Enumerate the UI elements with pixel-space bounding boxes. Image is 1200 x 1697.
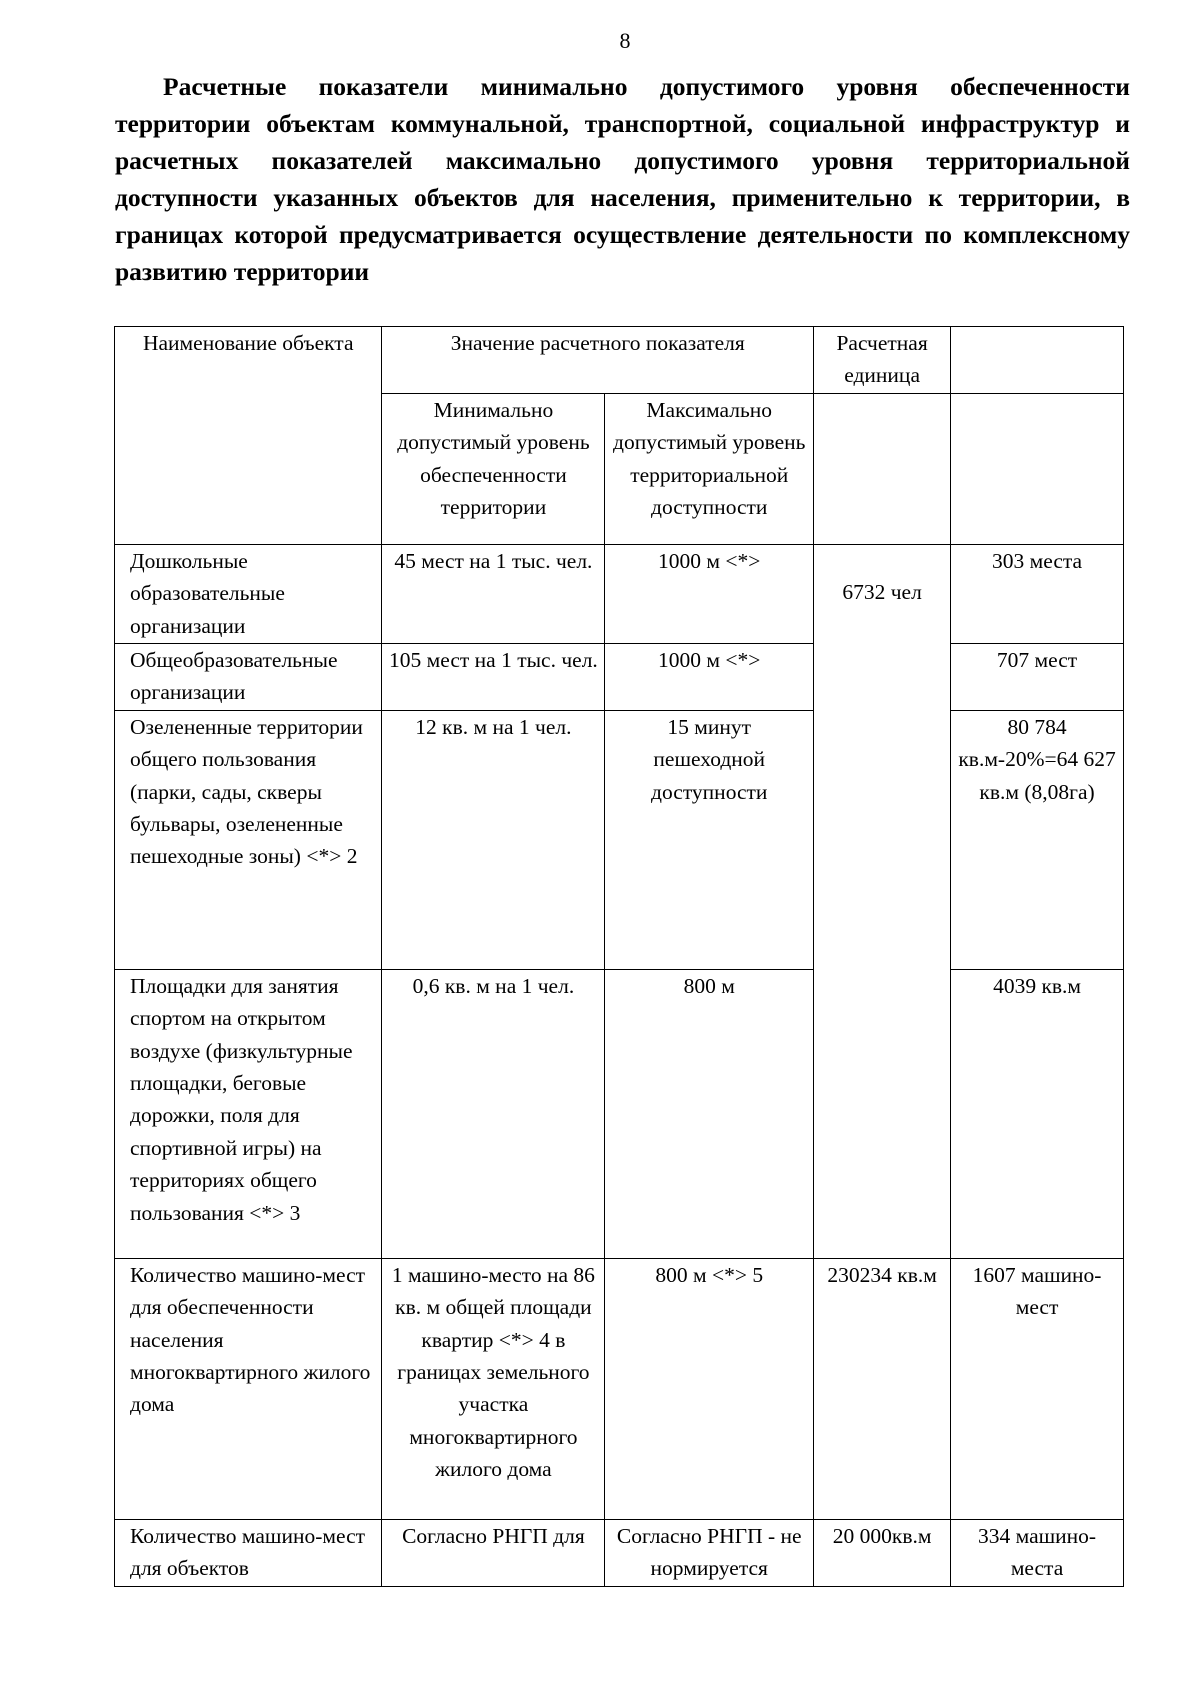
header-min-level: Минимально допустимый уровень обеспеченности территории bbox=[382, 393, 605, 544]
table-row bbox=[115, 644, 1124, 711]
shared-calc-unit-value: 6732 чел bbox=[842, 579, 922, 604]
result-cell: 4039 кв.м bbox=[951, 969, 1124, 1258]
object-name-cell: Общеобразовательные организации bbox=[115, 644, 382, 711]
page-number: 8 bbox=[619, 28, 631, 53]
max-level-cell: 1000 м <*> bbox=[605, 644, 814, 711]
header-empty-cell bbox=[814, 393, 951, 544]
max-level-cell: 800 м <*> 5 bbox=[605, 1258, 814, 1519]
min-level-cell: 105 мест на 1 тыс. чел. bbox=[382, 644, 605, 711]
document-heading: Расчетные показатели минимально допустимого уровня обеспеченности территории объектам коммунальной, транспортной, социальной инфраструктур и расчетных показателей максимально допустимого уровня территориальной доступности указанных объектов для населения, применительно к территории, в границах которой предусматривается осуществление деятельности по комплексному развитию территории bbox=[115, 72, 1130, 286]
header-calc-unit: Расчетная единица bbox=[814, 327, 951, 394]
object-name-cell: Дошкольные образовательные организации bbox=[115, 544, 382, 643]
object-name-cell: Количество машино-мест для обеспеченности населения многоквартирного жилого дома bbox=[115, 1258, 382, 1519]
header-object-name: Наименование объекта bbox=[115, 327, 382, 545]
min-level-cell: 1 машино-место на 86 кв. м общей площади квартир <*> 4 в границах земельного участка многоквартирного жилого дома bbox=[382, 1258, 605, 1519]
calc-unit-cell: 20 000кв.м bbox=[814, 1519, 951, 1586]
table-row bbox=[115, 969, 1124, 1258]
max-level-cell: 15 минут пешеходной доступности bbox=[605, 710, 814, 969]
result-cell: 334 машино-места bbox=[951, 1519, 1124, 1586]
min-level-cell: 12 кв. м на 1 чел. bbox=[382, 710, 605, 969]
header-max-level: Максимально допустимый уровень территориальной доступности bbox=[605, 393, 814, 544]
table-row bbox=[115, 1258, 1124, 1519]
result-cell: 80 784 кв.м-20%=64 627 кв.м (8,08га) bbox=[951, 710, 1124, 969]
table-row bbox=[115, 1519, 1124, 1586]
object-name-cell: Площадки для занятия спортом на открытом воздухе (физкультурные площадки, беговые дорожки, поля для спортивной игры) на территориях общего пользования <*> 3 bbox=[115, 969, 382, 1258]
header-indicator-value: Значение расчетного показателя bbox=[382, 327, 814, 394]
header-extra bbox=[951, 327, 1124, 394]
table-header-row bbox=[115, 327, 1124, 394]
result-cell: 707 мест bbox=[951, 644, 1124, 711]
calc-unit-cell: 230234 кв.м bbox=[814, 1258, 951, 1519]
shared-calc-unit-cell bbox=[814, 544, 951, 1258]
table-row bbox=[115, 710, 1124, 969]
header-empty-cell bbox=[951, 393, 1124, 544]
min-level-cell: 0,6 кв. м на 1 чел. bbox=[382, 969, 605, 1258]
min-level-cell: Согласно РНГП для bbox=[382, 1519, 605, 1586]
indicators-table bbox=[114, 326, 1124, 1587]
result-cell: 1607 машино-мест bbox=[951, 1258, 1124, 1519]
object-name-cell: Озелененные территории общего пользования (парки, сады, скверы бульвары, озелененные пешеходные зоны) <*> 2 bbox=[115, 710, 382, 969]
result-cell: 303 места bbox=[951, 544, 1124, 643]
max-level-cell: Согласно РНГП - не нормируется bbox=[605, 1519, 814, 1586]
table-row bbox=[115, 544, 1124, 643]
max-level-cell: 800 м bbox=[605, 969, 814, 1258]
min-level-cell: 45 мест на 1 тыс. чел. bbox=[382, 544, 605, 643]
max-level-cell: 1000 м <*> bbox=[605, 544, 814, 643]
object-name-cell: Количество машино-мест для объектов bbox=[115, 1519, 382, 1586]
